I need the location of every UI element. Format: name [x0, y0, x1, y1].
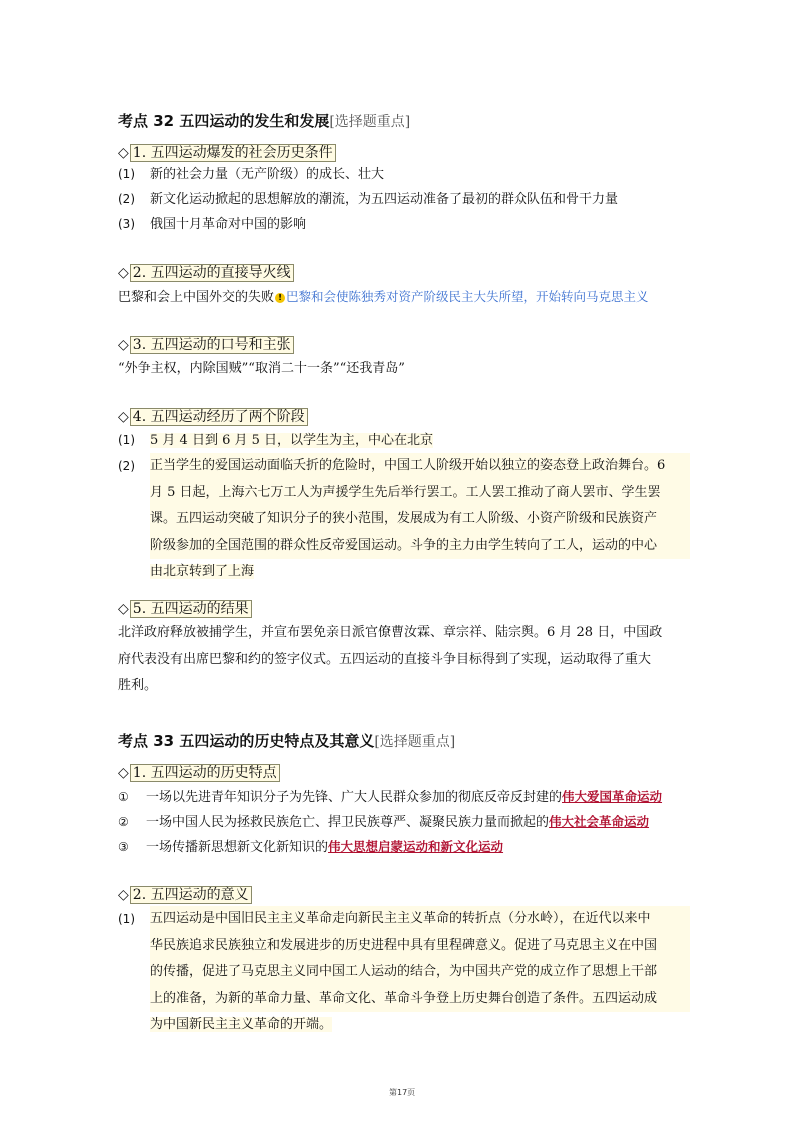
item-text: 一场传播新思想新文化新知识的: [146, 840, 329, 855]
list-item: [118, 784, 662, 810]
list-item: [118, 428, 433, 453]
heading-trigger: [118, 262, 294, 282]
paragraph-line: 华民族追求民族独立和发展进步的历史进程中具有里程碑意义。促进了马克思主义在中国: [150, 933, 690, 960]
paragraph-line: 正当学生的爱国运动面临夭折的危险时，中国工人阶级开始以独立的姿态登上政治舞台。6: [150, 453, 690, 480]
item-text: 新的社会力量（无产阶级）的成长、壮大: [150, 167, 385, 182]
diamond-icon: ◇: [118, 265, 129, 281]
list-item-number: [118, 907, 150, 932]
heading-text: 1. 五四运动的历史特点: [130, 764, 280, 782]
list-item: [118, 162, 384, 187]
slogans-line: [118, 356, 405, 381]
item-text: 一场以先进青年知识分子为先锋、广大人民群众参加的彻底反帝反封建的: [146, 790, 563, 805]
paragraph-line: 课。五四运动突破了知识分子的狭小范围，发展成为有工人阶级、小资产阶级和民族资产: [150, 506, 690, 533]
item-number: (2): [118, 192, 135, 206]
item-text: 新文化运动掀起的思想解放的潮流，为五四运动准备了最初的群众队伍和骨干力量: [150, 192, 619, 207]
emphasis-text: 伟大爱国革命运动: [562, 789, 663, 804]
paragraph-line: 北洋政府释放被捕学生，并宣布罢免亲日派官僚曹汝霖、章宗祥、陆宗舆。6 月 28 日，中国政: [118, 625, 663, 640]
warning-icon: !: [275, 293, 285, 303]
heading-text: 1. 五四运动爆发的社会历史条件: [130, 144, 336, 162]
list-item-number: [118, 454, 150, 479]
heading-conditions: [118, 142, 336, 162]
heading-stages: [118, 406, 308, 426]
heading-text: 2. 五四运动的直接导火线: [130, 264, 294, 282]
diamond-icon: ◇: [118, 887, 129, 903]
item-number: (1): [118, 433, 135, 447]
list-item: [118, 187, 618, 212]
paragraph-line: 由北京转到了上海: [150, 564, 255, 579]
heading-text: 4. 五四运动经历了两个阶段: [130, 408, 308, 426]
section-32-title: [118, 110, 410, 131]
heading-significance: [118, 884, 252, 904]
heading-text: 2. 五四运动的意义: [130, 886, 252, 904]
diamond-icon: ◇: [118, 409, 129, 425]
paragraph-line: 为中国新民主主义革命的开端。: [150, 1017, 333, 1032]
heading-slogans: [118, 334, 294, 354]
heading-results: [118, 598, 252, 618]
trigger-text: 巴黎和会上中国外交的失败: [118, 290, 275, 305]
paragraph-line: 胜利。: [118, 678, 158, 693]
slogans-text: “外争主权，内除国贼”“取消二十一条”“还我青岛”: [118, 361, 405, 376]
paragraph-line: 五四运动是中国旧民主主义革命走向新民主主义革命的转折点（分水岭），在近代以来中: [150, 906, 690, 933]
significance-paragraph: [150, 906, 690, 1039]
paragraph-line: 府代表没有出席巴黎和约的签字仪式。五四运动的直接斗争目标得到了实现，运动取得了重大: [118, 651, 652, 667]
item-number: (1): [118, 912, 135, 926]
item-number: (1): [118, 167, 135, 181]
list-item: [118, 809, 649, 835]
paragraph-line: 阶级参加的全国范围的群众性反帝爱国运动。斗争的主力由学生转向了工人，运动的中心: [150, 533, 690, 560]
item-number: ③: [118, 840, 129, 854]
item-text: 一场中国人民为拯救民族危亡、捍卫民族尊严、凝聚民族力量而掀起的: [146, 815, 550, 830]
diamond-icon: ◇: [118, 145, 129, 161]
item-number: (3): [118, 217, 135, 231]
page-number: 第17页: [389, 1088, 416, 1097]
stage-two-paragraph: [150, 453, 690, 586]
section-title-text: 考点 32 五四运动的发生和发展: [118, 112, 330, 130]
trigger-line: [118, 284, 649, 310]
diamond-icon: ◇: [118, 765, 129, 781]
paragraph-line: 月 5 日起，上海六七万工人为声援学生先后举行罢工。工人罢工推动了商人罢市、学生罢: [150, 480, 690, 507]
emphasis-text: 伟大思想启蒙运动和新文化运动: [328, 839, 504, 854]
heading-text: 5. 五四运动的结果: [130, 600, 252, 618]
item-number: (2): [118, 459, 135, 473]
item-text: 5 月 4 日到 6 月 5 日，以学生为主，中心在北京: [150, 433, 434, 448]
section-title-text: 考点 33 五四运动的历史特点及其意义: [118, 732, 375, 750]
emphasis-text: 伟大社会革命运动: [549, 814, 650, 829]
item-number: ②: [118, 815, 129, 829]
item-number: ①: [118, 790, 129, 804]
paragraph-line: 上的准备，为新的革命力量、革命文化、革命斗争登上历史舞台创造了条件。五四运动成: [150, 986, 690, 1013]
results-paragraph: [118, 620, 688, 700]
list-item: [118, 834, 503, 860]
list-item: [118, 212, 306, 237]
heading-text: 3. 五四运动的口号和主张: [130, 336, 294, 354]
annotation-note: 巴黎和会使陈独秀对资产阶级民主大失所望，开始转向马克思主义: [286, 289, 649, 304]
diamond-icon: ◇: [118, 337, 129, 353]
section-tag: [选择题重点]: [374, 734, 456, 750]
diamond-icon: ◇: [118, 601, 129, 617]
heading-features: [118, 762, 280, 782]
section-tag: [选择题重点]: [329, 114, 411, 130]
item-text: 俄国十月革命对中国的影响: [150, 217, 307, 232]
paragraph-line: 的传播，促进了马克思主义同中国工人运动的结合，为中国共产党的成立作了思想上干部: [150, 959, 690, 986]
section-33-title: [118, 730, 455, 751]
